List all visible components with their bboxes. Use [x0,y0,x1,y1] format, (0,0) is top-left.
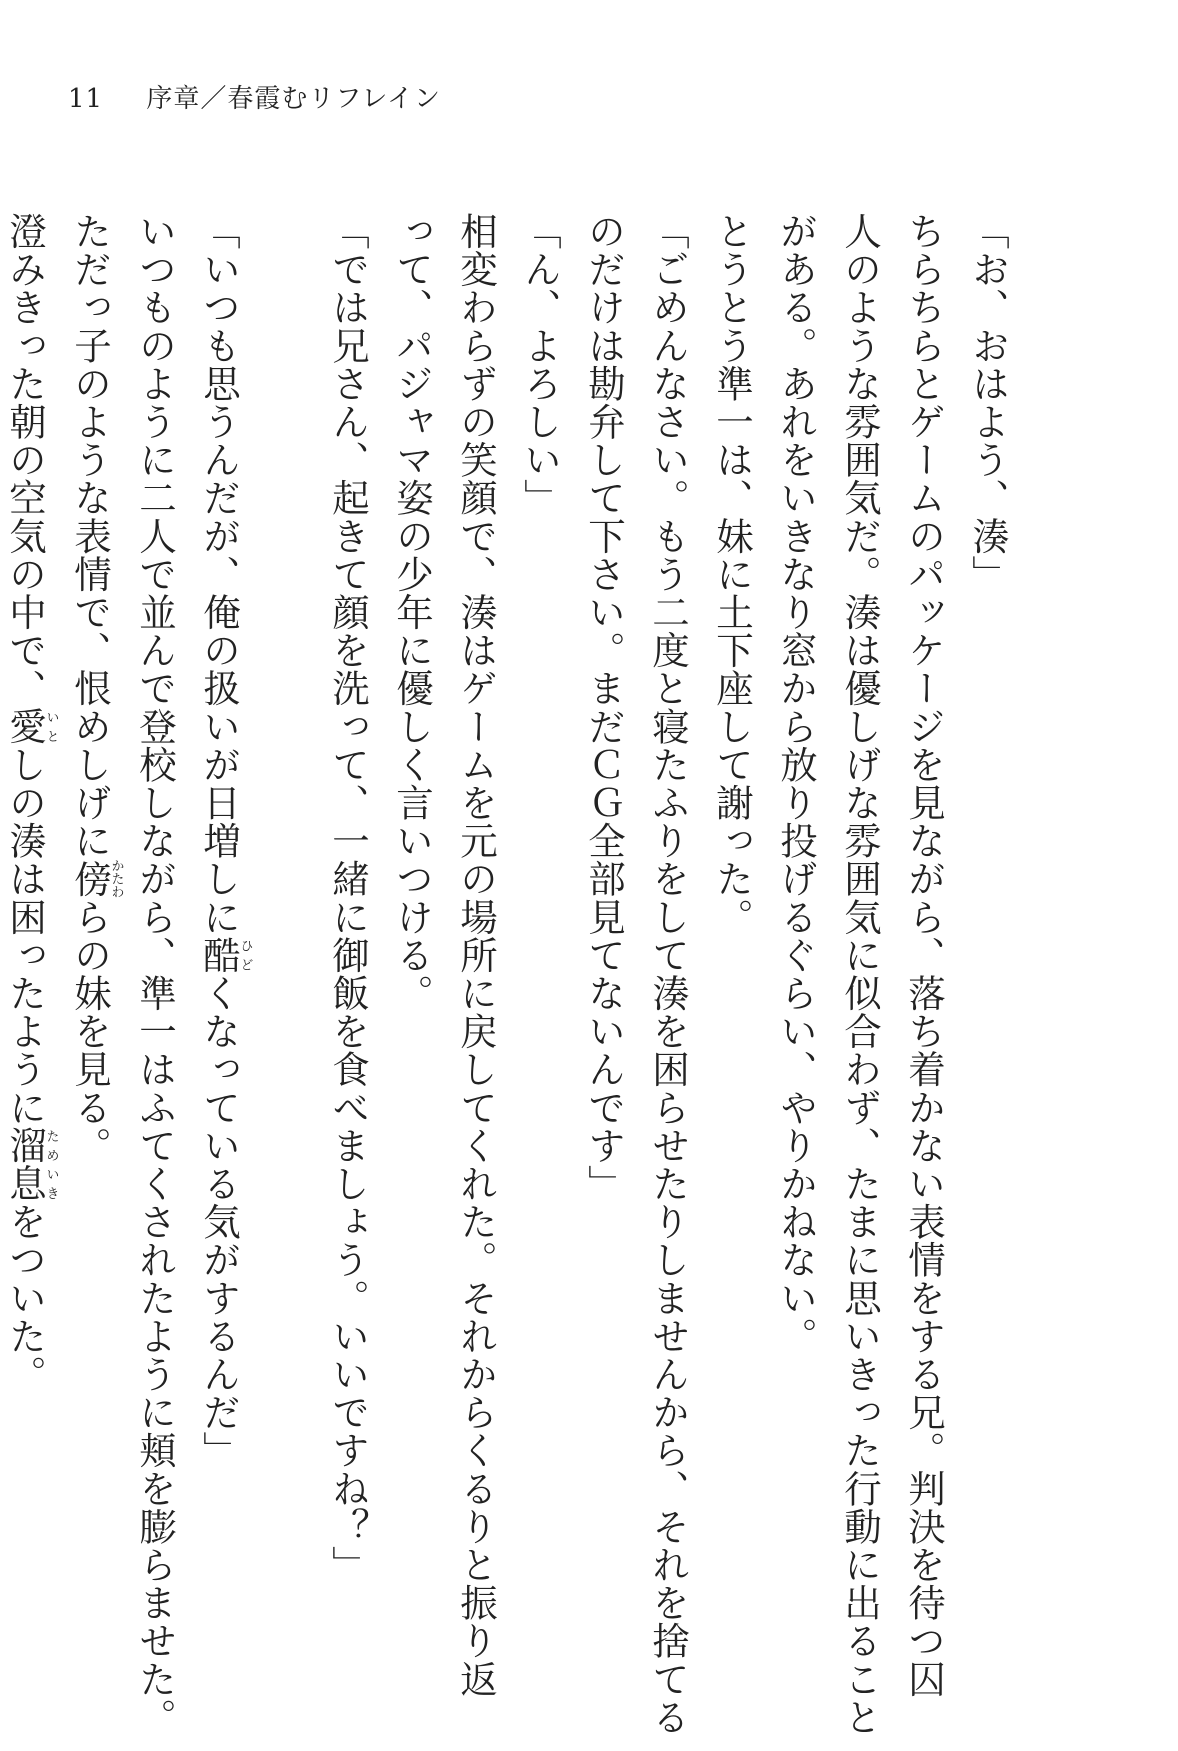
blank-line [252,212,316,1662]
text-line-with-ruby [58,212,123,1662]
ruby-hido [197,935,253,975]
text-line: 「お、おはよう、湊」 [966,212,1010,593]
ruby-base: 傍 [68,859,112,899]
ruby-tameiki [3,1126,59,1203]
text-segment: しの湊は困ったように [3,745,47,1127]
text-line: ちらちらとゲームのパッケージを見ながら、落ち着かない表情をする兄。判決を待つ囚 [902,212,946,1698]
text-segment: 「いつも思うんだが、俺の扱いが日増しに [197,212,241,936]
text-line: のだけは勘弁して下さい。まだＣＧ全部見てないんです」 [582,212,626,1203]
text-segment: をついた。 [3,1202,47,1394]
text-line-with-ruby [0,212,58,1662]
ruby-reading: ためいき [43,1126,59,1203]
ruby-ito [3,707,59,746]
text-line: 「では兄さん、起きて顔を洗って、一緒に御飯を食べましょう。いいですね？」 [326,212,370,1584]
text-line: って、パジャマ姿の少年に優しく言いつける。 [390,212,434,1013]
page-header [68,78,441,115]
page-number: 11 [68,84,104,114]
ruby-reading: いと [43,707,59,746]
text-line: 「ん、よろしい」 [518,212,562,517]
chapter-title: 序章／春霞むリフレイン [146,84,442,114]
text-line: とうとう準一は、妹に土下座して謝った。 [710,212,754,936]
ruby-base: 愛 [3,707,47,746]
text-line-with-ruby [187,212,252,1662]
text-line: 人のような雰囲気だ。湊は優しげな雰囲気に似合わず、たまに思いきった行動に出ること [838,212,882,1736]
text-segment: ただっ子のような表情で、恨めしげに [68,212,112,860]
body-text [3,212,1020,1736]
ruby-reading: かたわ [108,859,124,899]
ruby-base: 溜息 [3,1126,47,1203]
text-segment: らの妹を見る。 [68,897,112,1165]
ruby-base: 酷 [197,935,241,975]
ruby-reading: ひど [237,935,253,974]
ruby-katawa [68,859,124,899]
text-segment: 澄みきった朝の空気の中で、 [3,212,47,708]
text-line: 「ごめんなさい。もう二度と寝たふりをして湊を困らせたりしませんから、それを捨てる [646,212,690,1736]
text-line: がある。あれをいきなり窓から放り投げるぐらい、やりかねない。 [774,212,818,1355]
text-segment: くなっている気がするんだ」 [197,974,241,1470]
text-line: いつものように二人で並んで登校しながら、準一はふてくされたように頬を膨らませた。 [133,212,177,1736]
text-line: 相変わらずの笑顔で、湊はゲームを元の場所に戻してくれた。それからくるりと振り返 [454,212,498,1698]
